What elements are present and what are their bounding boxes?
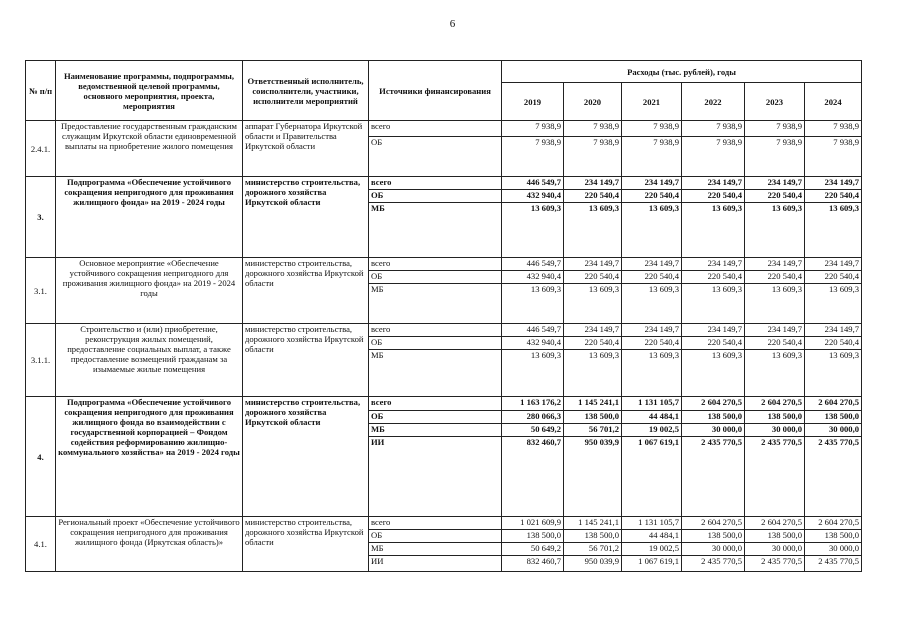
item-number: 3.1.1.	[26, 324, 56, 397]
expense-value: 13 609,3	[682, 350, 745, 397]
expense-value: 30 000,0	[682, 424, 745, 437]
table-row	[26, 177, 862, 190]
item-name: Региональный проект «Обеспечение устойчивого сокращения непригодного для проживания жилищного фонда (Иркутская область)»	[56, 517, 243, 572]
expense-value: 7 938,9	[502, 137, 564, 177]
item-responsible: министерство строительства, дорожного хозяйства Иркутской области	[243, 517, 369, 572]
expense-value: 220 540,4	[622, 190, 682, 203]
expense-value: 234 149,7	[745, 258, 805, 271]
header-year: 2021	[622, 83, 682, 121]
funding-source: ИИ	[369, 556, 502, 572]
expense-value: 220 540,4	[682, 190, 745, 203]
expense-value: 50 649,2	[502, 543, 564, 556]
expense-value: 138 500,0	[564, 530, 622, 543]
expense-value: 2 435 770,5	[805, 556, 862, 572]
item-name: Подпрограмма «Обеспечение устойчивого сокращения непригодного для проживания жилищного фонда» на 2019 - 2024 годы	[56, 177, 243, 258]
expense-value: 138 500,0	[682, 530, 745, 543]
expense-value: 56 701,2	[564, 424, 622, 437]
expense-value: 1 163 176,2	[502, 397, 564, 411]
funding-source: МБ	[369, 350, 502, 397]
expense-value: 13 609,3	[502, 284, 564, 324]
item-responsible: министерство строительства, дорожного хозяйства Иркутской области	[243, 397, 369, 517]
expense-value: 30 000,0	[682, 543, 745, 556]
table-row	[26, 258, 862, 271]
expense-value: 2 604 270,5	[805, 397, 862, 411]
expense-value: 13 609,3	[682, 284, 745, 324]
expense-value: 220 540,4	[805, 271, 862, 284]
expense-value: 30 000,0	[745, 543, 805, 556]
expense-value: 7 938,9	[564, 121, 622, 137]
item-number: 3.1.	[26, 258, 56, 324]
header-year: 2020	[564, 83, 622, 121]
header-responsible: Ответственный исполнитель, соисполнители, участники, исполнители мероприятий	[243, 61, 369, 121]
expense-value: 44 484,1	[622, 530, 682, 543]
expense-value: 220 540,4	[682, 271, 745, 284]
funding-source: МБ	[369, 543, 502, 556]
expense-value: 7 938,9	[682, 137, 745, 177]
expense-value: 220 540,4	[745, 337, 805, 350]
header-year: 2019	[502, 83, 564, 121]
expense-value: 832 460,7	[502, 437, 564, 517]
expense-value: 220 540,4	[805, 190, 862, 203]
item-number: 4.	[26, 397, 56, 517]
item-name: Строительство и (или) приобретение, реконструкция жилых помещений, предоставление социальных выплат, а также предоставление возмещений гражданам за изымаемые жилые помещения	[56, 324, 243, 397]
expense-value: 2 435 770,5	[682, 437, 745, 517]
header-name: Наименование программы, подпрограммы, ведомственной целевой программы, основного мероприятия, проекта, мероприятия	[56, 61, 243, 121]
expense-value: 234 149,7	[682, 177, 745, 190]
expense-value: 7 938,9	[745, 137, 805, 177]
expense-value: 7 938,9	[502, 121, 564, 137]
expense-value: 1 145 241,1	[564, 517, 622, 530]
page-number: 6	[449, 18, 456, 30]
expense-value: 432 940,4	[502, 337, 564, 350]
expense-value: 1 145 241,1	[564, 397, 622, 411]
expense-value: 2 604 270,5	[745, 397, 805, 411]
expense-value: 950 039,9	[564, 556, 622, 572]
expense-value: 1 131 105,7	[622, 517, 682, 530]
item-responsible: министерство строительства, дорожного хозяйства Иркутской области	[243, 324, 369, 397]
expense-value: 138 500,0	[564, 411, 622, 424]
header-source: Источники финансирования	[369, 61, 502, 121]
expense-value: 13 609,3	[805, 350, 862, 397]
expense-value: 13 609,3	[805, 284, 862, 324]
expense-value: 7 938,9	[745, 121, 805, 137]
expense-value: 13 609,3	[564, 350, 622, 397]
expense-value: 30 000,0	[805, 424, 862, 437]
expense-value: 13 609,3	[745, 284, 805, 324]
header-num: № п/п	[26, 61, 56, 121]
expense-value: 19 002,5	[622, 543, 682, 556]
funding-source: ОБ	[369, 137, 502, 177]
expense-value: 220 540,4	[564, 337, 622, 350]
expense-value: 220 540,4	[622, 337, 682, 350]
expense-value: 220 540,4	[682, 337, 745, 350]
expense-value: 234 149,7	[564, 177, 622, 190]
expense-value: 30 000,0	[745, 424, 805, 437]
expense-value: 138 500,0	[502, 530, 564, 543]
expense-value: 138 500,0	[805, 411, 862, 424]
expense-value: 432 940,4	[502, 190, 564, 203]
funding-source: ОБ	[369, 530, 502, 543]
expense-value: 234 149,7	[745, 324, 805, 337]
funding-source: всего	[369, 121, 502, 137]
expense-value: 2 604 270,5	[805, 517, 862, 530]
expense-value: 2 435 770,5	[682, 556, 745, 572]
expense-value: 7 938,9	[805, 121, 862, 137]
funding-source: всего	[369, 397, 502, 411]
expense-value: 30 000,0	[805, 543, 862, 556]
funding-source: ОБ	[369, 190, 502, 203]
expense-value: 2 435 770,5	[745, 437, 805, 517]
expense-value: 234 149,7	[745, 177, 805, 190]
expense-value: 138 500,0	[682, 411, 745, 424]
funding-source: всего	[369, 517, 502, 530]
funding-source: всего	[369, 177, 502, 190]
expense-value: 234 149,7	[622, 258, 682, 271]
expense-value: 1 021 609,9	[502, 517, 564, 530]
expense-value: 234 149,7	[682, 324, 745, 337]
expense-value: 234 149,7	[805, 258, 862, 271]
funding-source: МБ	[369, 284, 502, 324]
expense-value: 220 540,4	[564, 190, 622, 203]
item-number: 3.	[26, 177, 56, 258]
expense-value: 13 609,3	[502, 203, 564, 258]
funding-source: ИИ	[369, 437, 502, 517]
expense-value: 234 149,7	[682, 258, 745, 271]
table-row	[26, 324, 862, 337]
expense-value: 13 609,3	[622, 350, 682, 397]
funding-source: ОБ	[369, 411, 502, 424]
expense-value: 2 604 270,5	[682, 397, 745, 411]
item-responsible: министерство строительства, дорожного хозяйства Иркутской области	[243, 177, 369, 258]
expense-value: 50 649,2	[502, 424, 564, 437]
item-number: 4.1.	[26, 517, 56, 572]
expense-value: 7 938,9	[622, 137, 682, 177]
expense-value: 446 549,7	[502, 177, 564, 190]
expense-value: 234 149,7	[805, 324, 862, 337]
expense-value: 13 609,3	[622, 203, 682, 258]
table-row	[26, 517, 862, 530]
item-responsible: министерство строительства, дорожного хозяйства Иркутской области	[243, 258, 369, 324]
item-name: Предоставление государственным гражданским служащим Иркутской области единовременной выплаты на приобретение жилого помещения	[56, 121, 243, 177]
expense-value: 2 435 770,5	[805, 437, 862, 517]
expense-value: 220 540,4	[622, 271, 682, 284]
item-number: 2.4.1.	[26, 121, 56, 177]
expense-value: 446 549,7	[502, 258, 564, 271]
expense-value: 432 940,4	[502, 271, 564, 284]
expense-value: 234 149,7	[622, 324, 682, 337]
funding-source: всего	[369, 258, 502, 271]
expense-value: 1 067 619,1	[622, 556, 682, 572]
funding-source: всего	[369, 324, 502, 337]
expense-value: 1 067 619,1	[622, 437, 682, 517]
item-name: Основное мероприятие «Обеспечение устойчивого сокращения непригодного для проживания жилищного фонда» на 2019 - 2024 годы	[56, 258, 243, 324]
financing-table	[25, 60, 862, 572]
expense-value: 2 604 270,5	[745, 517, 805, 530]
expense-value: 446 549,7	[502, 324, 564, 337]
funding-source: МБ	[369, 203, 502, 258]
expense-value: 832 460,7	[502, 556, 564, 572]
expense-value: 2 435 770,5	[745, 556, 805, 572]
expense-value: 220 540,4	[745, 271, 805, 284]
expense-value: 7 938,9	[682, 121, 745, 137]
expense-value: 220 540,4	[745, 190, 805, 203]
expense-value: 1 131 105,7	[622, 397, 682, 411]
expense-value: 234 149,7	[564, 324, 622, 337]
expense-value: 13 609,3	[682, 203, 745, 258]
header-expenses: Расходы (тыс. рублей), годы	[502, 61, 862, 83]
funding-source: МБ	[369, 424, 502, 437]
expense-value: 13 609,3	[502, 350, 564, 397]
header-year: 2024	[805, 83, 862, 121]
expense-value: 280 066,3	[502, 411, 564, 424]
expense-value: 13 609,3	[745, 203, 805, 258]
expense-value: 56 701,2	[564, 543, 622, 556]
expense-value: 220 540,4	[564, 271, 622, 284]
expense-value: 7 938,9	[805, 137, 862, 177]
table-row	[26, 121, 862, 137]
expense-value: 138 500,0	[745, 530, 805, 543]
expense-value: 234 149,7	[564, 258, 622, 271]
expense-value: 13 609,3	[622, 284, 682, 324]
header-year: 2022	[682, 83, 745, 121]
expense-value: 13 609,3	[564, 203, 622, 258]
expense-value: 234 149,7	[805, 177, 862, 190]
funding-source: ОБ	[369, 271, 502, 284]
expense-value: 44 484,1	[622, 411, 682, 424]
item-responsible: аппарат Губернатора Иркутской области и Правительства Иркутской области	[243, 121, 369, 177]
expense-value: 234 149,7	[622, 177, 682, 190]
expense-value: 13 609,3	[564, 284, 622, 324]
expense-value: 7 938,9	[564, 137, 622, 177]
expense-value: 950 039,9	[564, 437, 622, 517]
expense-value: 138 500,0	[805, 530, 862, 543]
item-name: Подпрограмма «Обеспечение устойчивого сокращения непригодного для проживания жилищного фонда во взаимодействии с государственной корпорацией – Фондом содействия реформированию жилищно-коммунального хозяйства» на 2019 - 2024 годы	[56, 397, 243, 517]
expense-value: 13 609,3	[745, 350, 805, 397]
expense-value: 7 938,9	[622, 121, 682, 137]
expense-value: 220 540,4	[805, 337, 862, 350]
header-year: 2023	[745, 83, 805, 121]
expense-value: 138 500,0	[745, 411, 805, 424]
funding-source: ОБ	[369, 337, 502, 350]
expense-value: 19 002,5	[622, 424, 682, 437]
table-row	[26, 397, 862, 411]
expense-value: 13 609,3	[805, 203, 862, 258]
expense-value: 2 604 270,5	[682, 517, 745, 530]
